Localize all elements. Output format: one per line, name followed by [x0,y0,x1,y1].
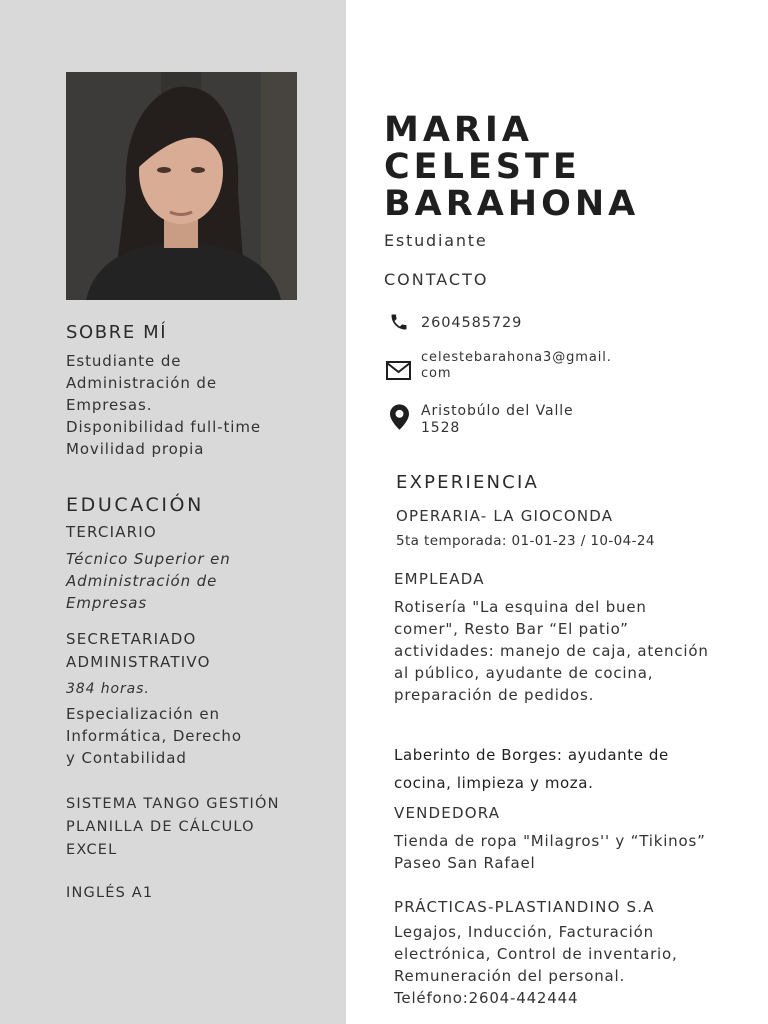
tertiary-label: TERCIARIO [66,523,157,541]
about-line: Administración de [66,374,217,392]
specialization-line: y Contabilidad [66,749,187,767]
software-skills [66,793,280,862]
language-skill: INGLÉS A1 [66,885,154,901]
secretariat-hours: 384 horas. [66,681,150,697]
tertiary-degree-line: Técnico Superior en [66,550,231,568]
mail-icon [386,361,411,380]
job4-line: Tienda de ropa "Milagros'' y “Tikinos” [394,832,706,850]
job2-line: al público, ayudante de cocina, [394,664,654,682]
job2-line: Rotisería "La esquina del buen [394,598,647,616]
job2-title: EMPLEADA [394,570,485,588]
specialization-line: Especialización en [66,705,220,723]
job4-title: VENDEDORA [394,804,501,822]
job3-description [394,741,669,797]
address-line: 1528 [421,420,461,436]
job2-line: comer", Resto Bar “El patio” [394,620,629,638]
software-line: PLANILLA DE CÁLCULO [66,819,255,835]
job3-line: cocina, limpieza y moza. [394,774,594,792]
software-line: EXCEL [66,842,118,858]
job2-description [394,596,709,706]
name-line: MARIA [384,110,533,150]
address-line: Aristobúlo del Valle [421,403,574,419]
location-pin-icon [390,404,409,430]
full-name [384,112,639,223]
job5-line: electrónica, Control de inventario, [394,945,678,963]
about-line: Disponibilidad full-time [66,418,261,436]
profile-photo-illustration [66,72,297,300]
job2-line: preparación de pedidos. [394,686,595,704]
about-text [66,350,261,460]
job3-line: Laberinto de Borges: ayudante de [394,746,669,764]
job5-title: PRÁCTICAS-PLASTIANDINO S.A [394,898,655,916]
job1-period: 5ta temporada: 01-01-23 / 10-04-24 [396,533,655,549]
education-title: EDUCACIÓN [66,494,204,516]
specialization-line: Informática, Derecho [66,727,242,745]
job5-line: Remuneración del personal. [394,967,626,985]
role-subtitle: Estudiante [384,231,488,250]
name-line: BARAHONA [384,184,640,224]
tertiary-degree-line: Administración de [66,572,218,590]
job5-description [394,921,678,1009]
email-line: com [421,366,452,381]
job5-line: Legajos, Inducción, Facturación [394,923,654,941]
email-line: celestebarahona3@gmail. [421,350,612,365]
phone-icon [389,312,409,332]
contact-title: CONTACTO [384,270,489,289]
about-title: SOBRE MÍ [66,322,168,343]
about-line: Empresas. [66,396,153,414]
address [421,403,574,437]
email-address[interactable] [421,350,612,382]
about-line: Movilidad propia [66,440,205,458]
job4-line: Paseo San Rafael [394,854,536,872]
tertiary-degree-line: Empresas [66,594,148,612]
secretariat-line: ADMINISTRATIVO [66,653,211,671]
specialization-text [66,703,242,769]
name-line: CELESTE [384,147,581,187]
profile-photo [66,72,297,300]
job4-description [394,830,706,874]
about-line: Estudiante de [66,352,182,370]
experience-title: EXPERIENCIA [396,472,539,493]
secretariat-line: SECRETARIADO [66,630,197,648]
job2-line: actividades: manejo de caja, atención [394,642,709,660]
job1-title: OPERARIA- LA GIOCONDA [396,507,614,525]
job5-line: Teléfono:2604-442444 [394,989,579,1007]
tertiary-degree [66,548,231,614]
software-line: SISTEMA TANGO GESTIÓN [66,796,280,812]
phone-number[interactable]: 2604585729 [421,315,523,331]
secretariat-label [66,628,211,674]
